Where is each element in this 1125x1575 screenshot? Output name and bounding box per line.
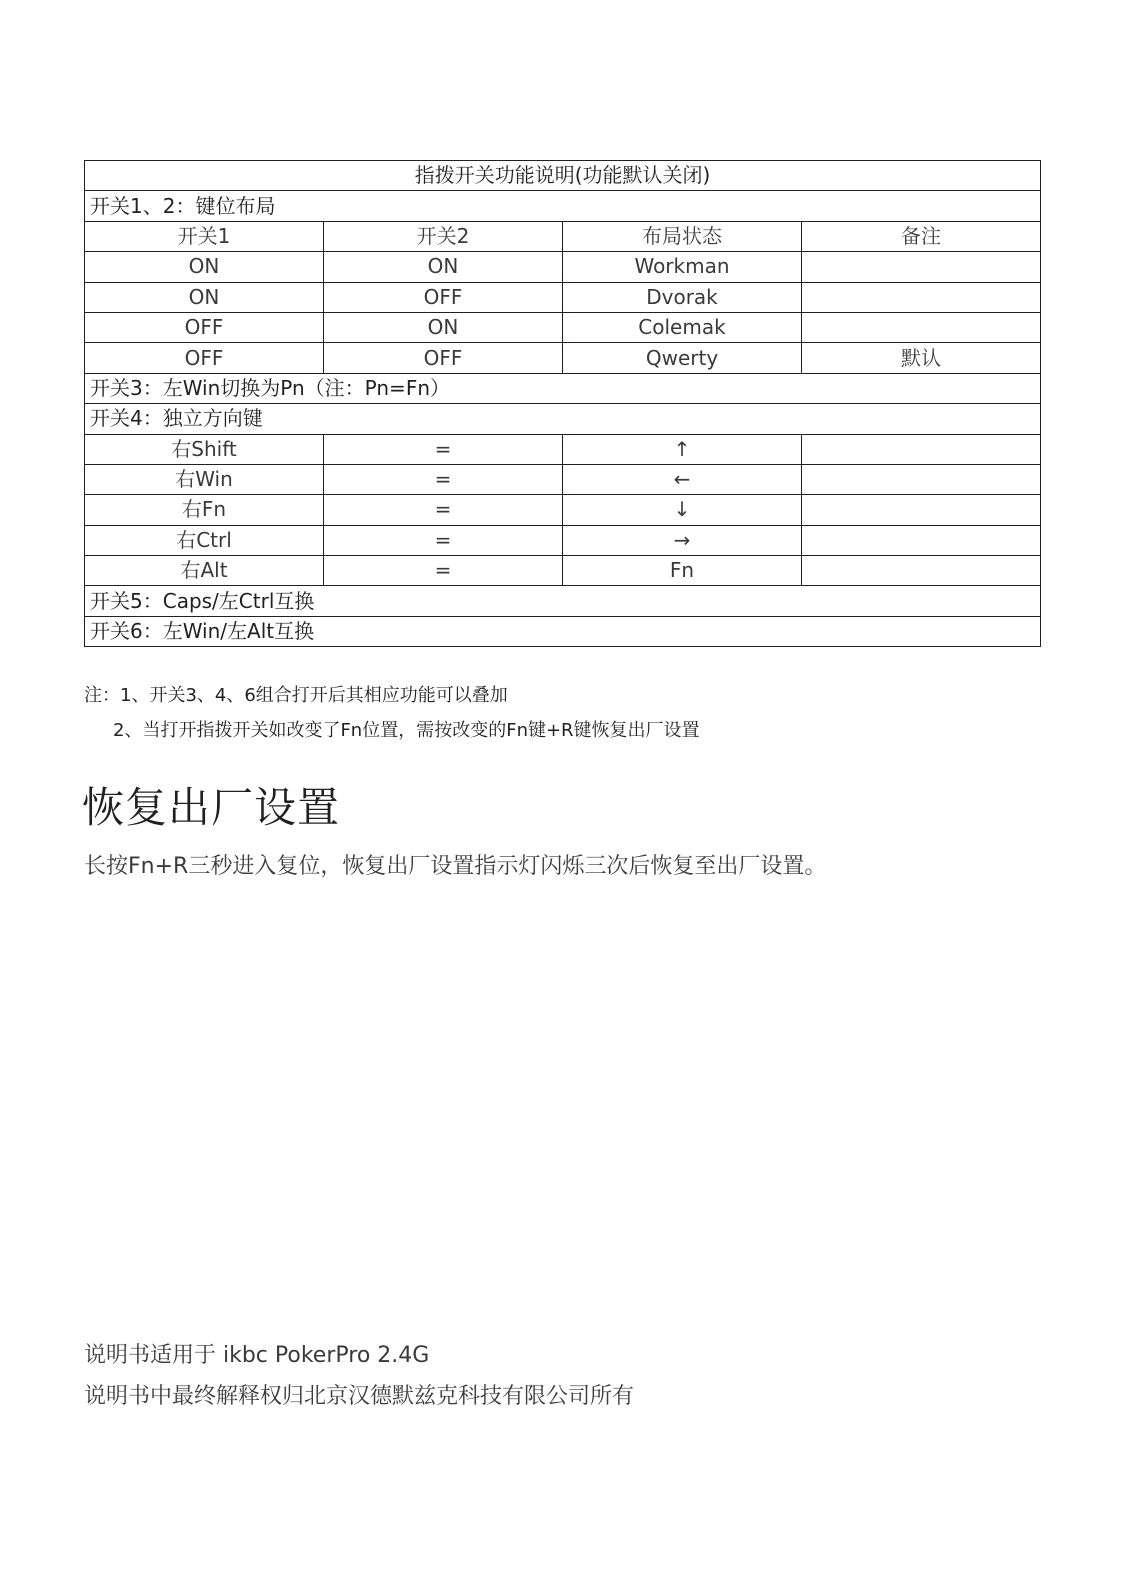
table-cell	[802, 525, 1041, 555]
table-title: 指拨开关功能说明(功能默认关闭)	[85, 161, 1041, 191]
table-row	[85, 312, 1041, 342]
section-switch-1-2: 开关1、2：键位布局	[85, 191, 1041, 221]
dip-switch-table	[84, 160, 1041, 647]
section-switch-5: 开关5：Caps/左Ctrl互换	[85, 586, 1041, 616]
column-header: 开关1	[85, 221, 324, 251]
table-cell	[802, 464, 1041, 494]
table-cell	[802, 282, 1041, 312]
table-cell: Workman	[563, 252, 802, 282]
copyright-notice: 说明书中最终解释权归北京汉德默兹克科技有限公司所有	[84, 1384, 635, 1409]
table-cell: 右Fn	[85, 495, 324, 525]
table-title-row	[85, 161, 1041, 191]
table-cell: OFF	[324, 282, 563, 312]
table-cell: =	[324, 556, 563, 586]
reset-instructions: 长按Fn+R三秒进入复位，恢复出厂设置指示灯闪烁三次后恢复至出厂设置。	[84, 854, 827, 879]
arrow-left-icon: ←	[563, 464, 802, 494]
applicable-model: 说明书适用于 ikbc PokerPro 2.4G	[84, 1343, 430, 1368]
table-cell: ON	[85, 282, 324, 312]
arrow-up-icon: ↑	[563, 434, 802, 464]
table-cell	[802, 495, 1041, 525]
table-cell: =	[324, 525, 563, 555]
table-cell	[802, 434, 1041, 464]
table-row	[85, 525, 1041, 555]
table-row	[85, 343, 1041, 373]
table-cell	[802, 556, 1041, 586]
section-row	[85, 586, 1041, 616]
table-cell: =	[324, 464, 563, 494]
table-row	[85, 495, 1041, 525]
table-cell: OFF	[85, 343, 324, 373]
table-cell: OFF	[85, 312, 324, 342]
table-cell: =	[324, 434, 563, 464]
section-row	[85, 191, 1041, 221]
table-row	[85, 556, 1041, 586]
table-cell	[802, 312, 1041, 342]
section-row	[85, 616, 1041, 646]
table-cell: ON	[324, 252, 563, 282]
footer	[84, 1335, 634, 1417]
table-cell: Qwerty	[563, 343, 802, 373]
note-2: 2、当打开指拨开关如改变了Fn位置，需按改变的Fn键+R键恢复出厂设置	[113, 720, 700, 741]
reset-heading: 恢复出厂设置	[82, 783, 341, 832]
table-cell: ON	[324, 312, 563, 342]
table-cell: 默认	[802, 343, 1041, 373]
column-header: 备注	[802, 221, 1041, 251]
table-row	[85, 252, 1041, 282]
section-row	[85, 404, 1041, 434]
table-cell: 右Alt	[85, 556, 324, 586]
section-switch-3: 开关3：左Win切换为Pn（注：Pn=Fn）	[85, 373, 1041, 403]
arrow-down-icon: ↓	[563, 495, 802, 525]
table-row	[85, 464, 1041, 494]
section-row	[85, 373, 1041, 403]
section-switch-6: 开关6：左Win/左Alt互换	[85, 616, 1041, 646]
table-row	[85, 282, 1041, 312]
table-cell: 右Ctrl	[85, 525, 324, 555]
note-1: 注：1、开关3、4、6组合打开后其相应功能可以叠加	[84, 685, 508, 706]
table-cell: Dvorak	[563, 282, 802, 312]
table-cell: =	[324, 495, 563, 525]
table-cell: Fn	[563, 556, 802, 586]
arrow-right-icon: →	[563, 525, 802, 555]
section-switch-4: 开关4：独立方向键	[85, 404, 1041, 434]
table-cell: 右Win	[85, 464, 324, 494]
table-cell: 右Shift	[85, 434, 324, 464]
table-cell	[802, 252, 1041, 282]
table-row	[85, 434, 1041, 464]
notes	[84, 678, 700, 748]
column-header: 布局状态	[563, 221, 802, 251]
column-header: 开关2	[324, 221, 563, 251]
table-cell: Colemak	[563, 312, 802, 342]
table-cell: OFF	[324, 343, 563, 373]
header-row	[85, 221, 1041, 251]
table-cell: ON	[85, 252, 324, 282]
